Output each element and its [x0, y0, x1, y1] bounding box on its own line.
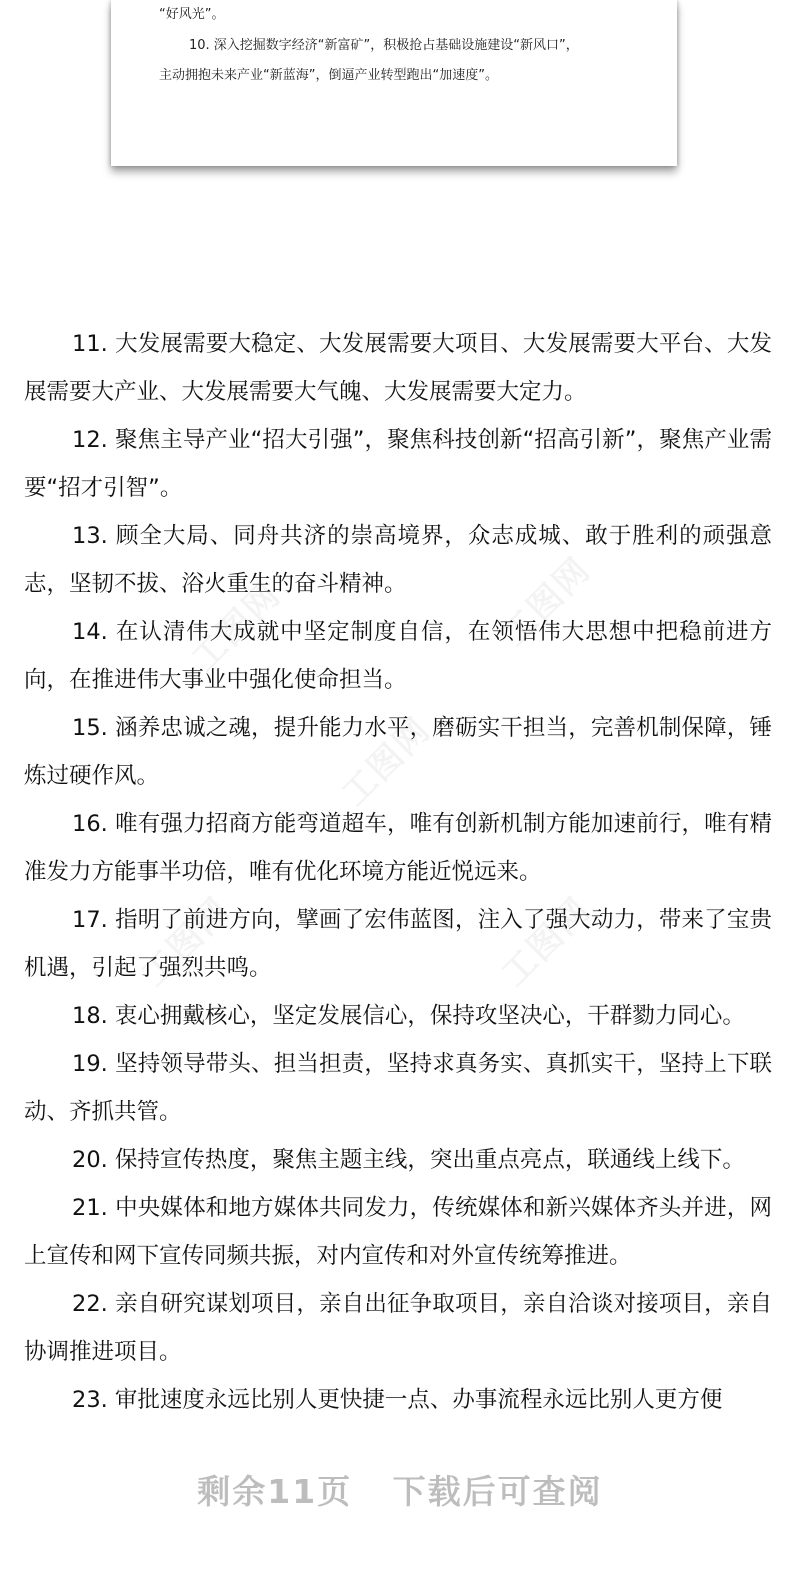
list-item: 11. 大发展需要大稳定、大发展需要大项目、大发展需要大平台、大发展需要大产业、大发展需要大气魄、大发展需要大定力。 [24, 331, 772, 405]
list-item: 15. 涵养忠诚之魂，提升能力水平，磨砺实干担当，完善机制保障，锤炼过硬作风。 [24, 715, 772, 789]
list-item: 22. 亲自研究谋划项目，亲自出征争取项目，亲自洽谈对接项目，亲自协调推进项目。 [24, 1291, 772, 1365]
list-item: 13. 顾全大局、同舟共济的崇高境界，众志成城、敢于胜利的顽强意志，坚韧不拔、浴火重生的奋斗精神。 [24, 523, 772, 597]
card-text-line: 主动拥抱未来产业“新蓝海”，倒逼产业转型跑出“加速度”。 [159, 68, 498, 83]
list-item: 14. 在认清伟大成就中坚定制度自信，在领悟伟大思想中把稳前进方向，在推进伟大事业中强化使命担当。 [24, 619, 772, 693]
list-item: 12. 聚焦主导产业“招大引强”，聚焦科技创新“招高引新”，聚焦产业需要“招才引智”。 [24, 427, 772, 501]
list-item: 21. 中央媒体和地方媒体共同发力，传统媒体和新兴媒体齐头并进，网上宣传和网下宣传同频共振，对内宣传和对外宣传统筹推进。 [24, 1195, 772, 1269]
card-text-line: “好风光”。 [159, 7, 225, 22]
list-item: 19. 坚持领导带头、担当担责，坚持求真务实、真抓实干，坚持上下联动、齐抓共管。 [24, 1051, 772, 1125]
list-item: 20. 保持宣传热度，聚焦主题主线，突出重点亮点，联通线上线下。 [72, 1147, 745, 1173]
list-item: 18. 衷心拥戴核心，坚定发展信心，保持攻坚决心，干群勠力同心。 [72, 1003, 745, 1029]
remaining-pages-notice[interactable]: 剩余11页 下载后可查阅 [197, 1472, 603, 1511]
document-body [24, 320, 772, 1424]
list-item: 16. 唯有强力招商方能弯道超车，唯有创新机制方能加速前行，唯有精准发力方能事半功倍，唯有优化环境方能近悦远来。 [24, 811, 772, 885]
list-item: 23. 审批速度永远比别人更快捷一点、办事流程永远比别人更方便 [72, 1387, 723, 1413]
document-preview-card [111, 0, 677, 166]
list-item: 17. 指明了前进方向，擘画了宏伟蓝图，注入了强大动力，带来了宝贵机遇，引起了强烈共鸣。 [24, 907, 772, 981]
card-text-line: 10. 深入挖掘数字经济“新富矿”，积极抢占基础设施建设“新风口”， [189, 38, 579, 53]
